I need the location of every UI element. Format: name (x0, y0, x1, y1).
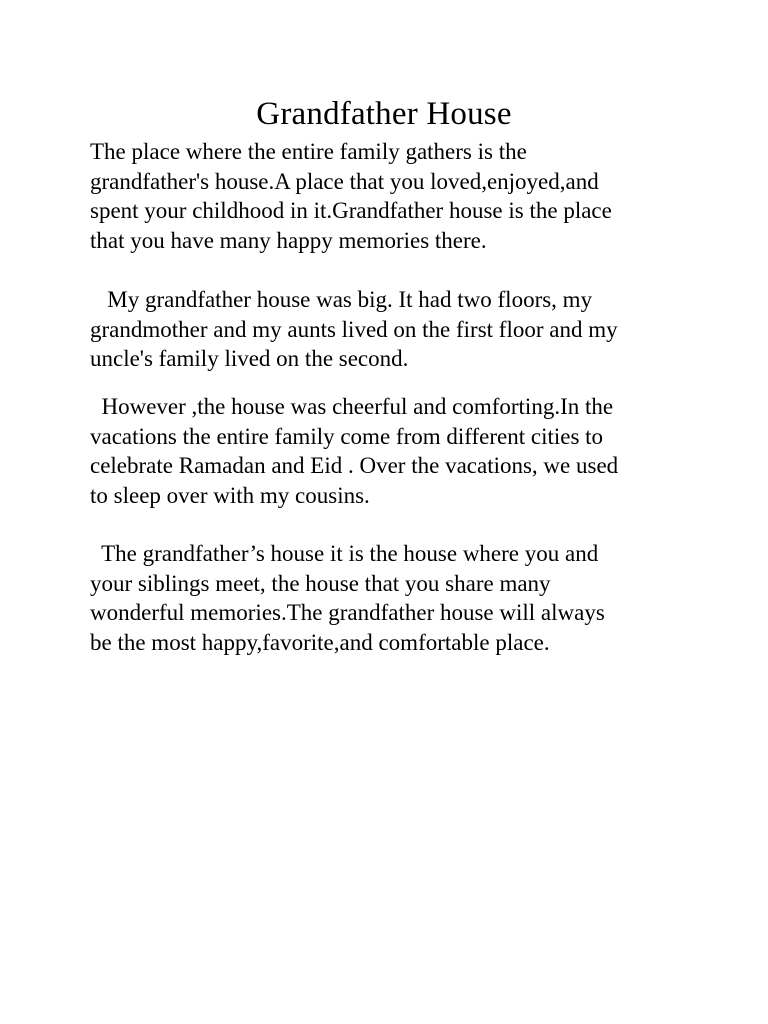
document-title: Grandfather House (256, 96, 512, 132)
paragraph-4: The grandfather’s house it is the house where you and your siblings meet, the house that you share many wonderful memories.The grandfather house will always be the most happy,favorite,and comfortable place. (90, 541, 605, 655)
paragraph-3: However ,the house was cheerful and comforting.In the vacations the entire family come from different cities to celebrate Ramadan and Eid . Over the vacations, we used to sleep over with my cousins. (90, 394, 619, 508)
paragraph-2: My grandfather house was big. It had two floors, my grandmother and my aunts lived on the first floor and my uncle's family lived on the second. (90, 287, 618, 371)
paragraph-1: The place where the entire family gathers is the grandfather's house.A place that you loved,enjoyed,and spent your childhood in it.Grandfather house is the place that you have many happy memories there. (90, 139, 612, 253)
